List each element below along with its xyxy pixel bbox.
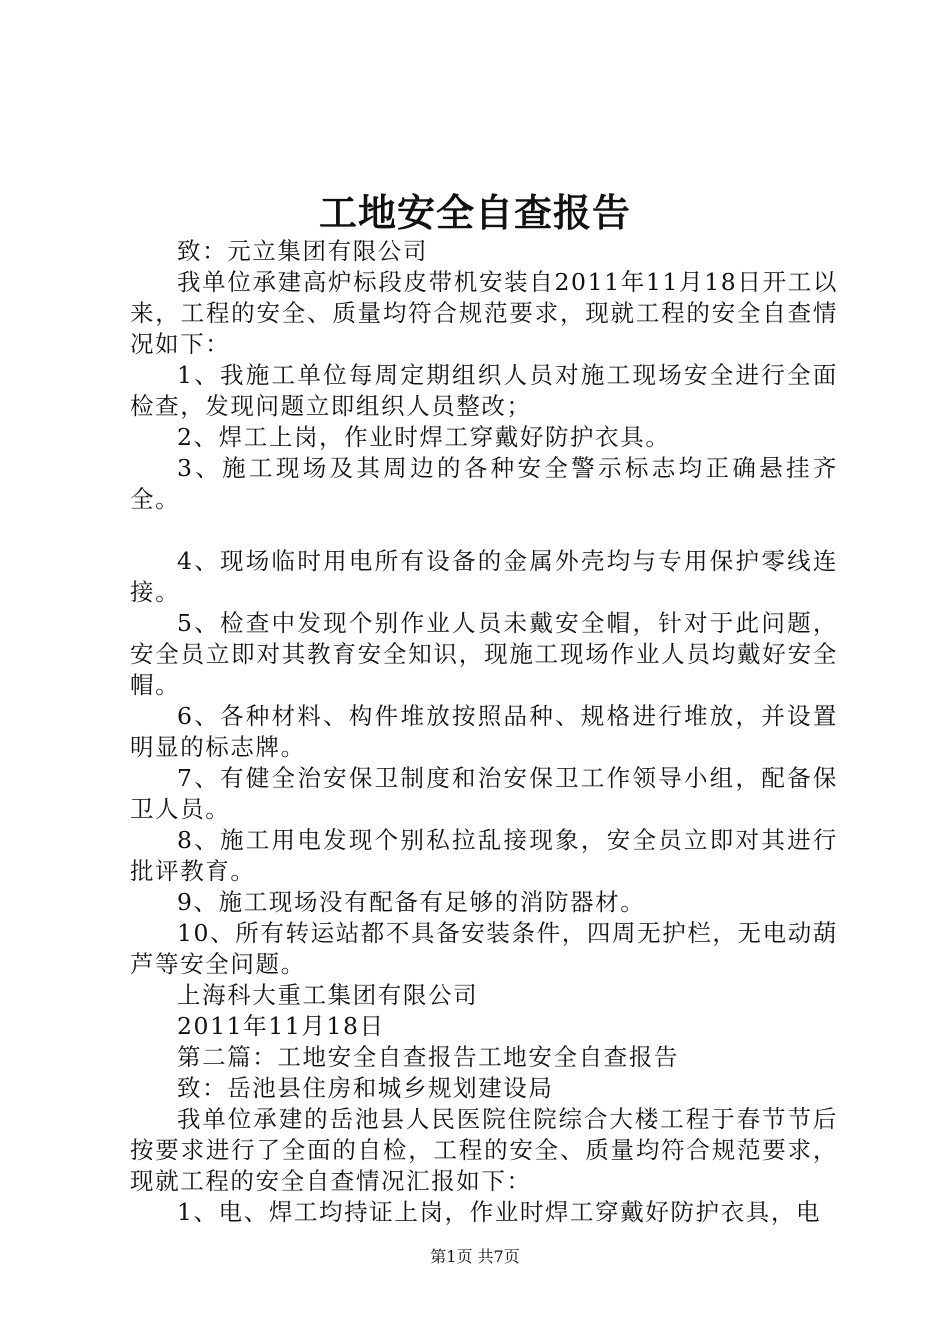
list-item: 9、施工现场没有配备有足够的消防器材。 bbox=[177, 888, 646, 916]
intro-paragraph: 我单位承建的岳池县人民医院住院综合大楼工程于春节节后按要求进行了全面的自检，工程的安全、质量均符合规范要求，现就工程的安全自查情况汇报如下： bbox=[130, 1105, 838, 1195]
list-item: 7、有健全治安保卫制度和治安保卫工作领导小组，配备保卫人员。 bbox=[130, 764, 838, 823]
list-item: 6、各种材料、构件堆放按照品种、规格进行堆放，并设置明显的标志牌。 bbox=[130, 702, 838, 761]
list-item: 2、焊工上岗，作业时焊工穿戴好防护衣具。 bbox=[177, 423, 671, 451]
section-heading: 第二篇：工地安全自查报告工地安全自查报告 bbox=[177, 1043, 679, 1071]
addressee-line: 致：元立集团有限公司 bbox=[177, 237, 428, 265]
list-item: 5、检查中发现个别作业人员未戴安全帽，针对于此问题，安全员立即对其教育安全知识，现施工现场作业人员均戴好安全帽。 bbox=[130, 609, 838, 699]
list-item: 1、电、焊工均持证上岗，作业时焊工穿戴好防护衣具，电 bbox=[177, 1198, 822, 1226]
list-item: 8、施工用电发现个别私拉乱接现象，安全员立即对其进行批评教育。 bbox=[130, 826, 838, 885]
list-item: 10、所有转运站都不具备安装条件，四周无护栏，无电动葫芦等安全问题。 bbox=[130, 919, 838, 978]
list-item: 4、现场临时用电所有设备的金属外壳均与专用保护零线连接。 bbox=[130, 547, 838, 606]
list-item: 3、施工现场及其周边的各种安全警示标志均正确悬挂齐全。 bbox=[130, 454, 838, 513]
blank-line bbox=[130, 515, 838, 546]
document-title: 工地安全自查报告 bbox=[318, 190, 631, 235]
signature-date: 2011年11月18日 bbox=[177, 1012, 385, 1040]
list-item: 1、我施工单位每周定期组织人员对施工现场安全进行全面检查，发现问题立即组织人员整改； bbox=[130, 361, 838, 420]
signature-company: 上海科大重工集团有限公司 bbox=[177, 981, 479, 1009]
document-body bbox=[130, 236, 838, 1228]
addressee-line: 致：岳池县住房和城乡规划建设局 bbox=[177, 1074, 554, 1102]
page-number-footer: 第1页 共7页 bbox=[430, 1247, 520, 1266]
intro-paragraph: 我单位承建高炉标段皮带机安装自2011年11月18日开工以来，工程的安全、质量均符合规范要求，现就工程的安全自查情况如下： bbox=[130, 268, 838, 358]
